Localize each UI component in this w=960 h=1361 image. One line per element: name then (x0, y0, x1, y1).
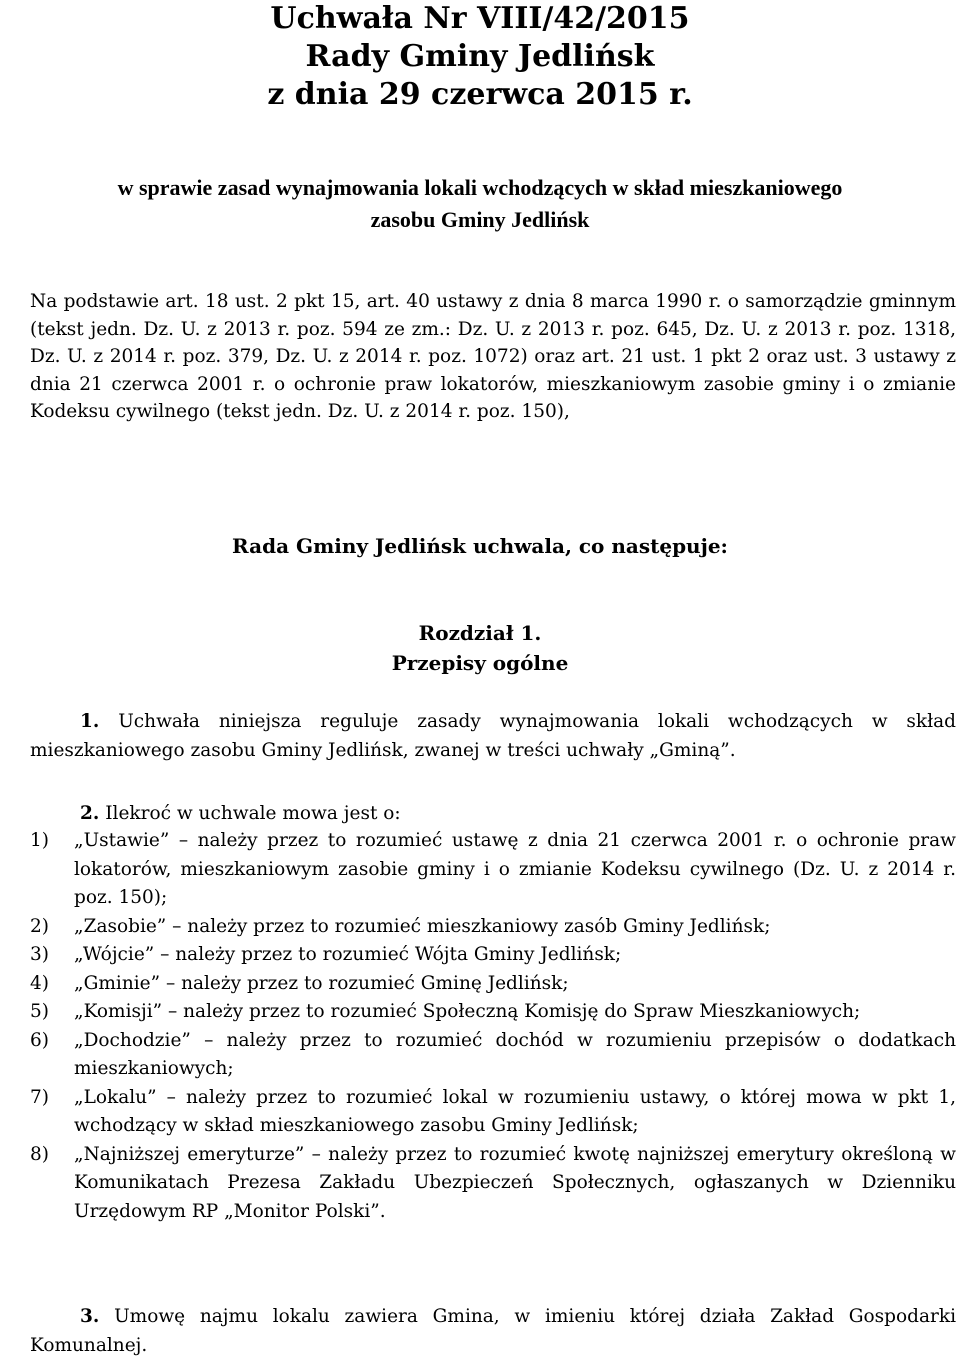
list-item: 7) „Lokalu” – należy przez to rozumieć lokal w rozumieniu ustawy, o której mowa w pkt 1, wchodzący w skład mieszkaniowego zasobu Gminy Jedlińsk; (30, 1086, 956, 1136)
paragraph-1 (30, 708, 956, 765)
paragraph-2-number: 2. (80, 803, 100, 824)
list-item: 3) „Wójcie” – należy przez to rozumieć Wójta Gminy Jedlińsk; (30, 944, 622, 965)
list-item: 6) „Dochodzie” – należy przez to rozumieć dochód w rozumieniu przepisów o dodatkach mieszkaniowych; (30, 1029, 956, 1079)
title-line-1: Uchwała Nr VIII/42/2015 (270, 1, 690, 36)
list-item: 4) „Gminie” – należy przez to rozumieć Gminę Jedlińsk; (30, 972, 569, 994)
chapter-name: Przepisy ogólne (391, 651, 569, 675)
title-line-3: z dnia 29 czerwca 2015 r. (267, 77, 693, 112)
subject-line-2: zasobu Gminy Jedlińsk (370, 207, 590, 232)
legal-basis: Na podstawie art. 18 ust. 2 pkt 15, art. 40 ustawy z dnia 8 marca 1990 r. o samorządzie gminnym (tekst jedn. Dz. U. z 2013 r. poz. 594 ze zm.: Dz. U. z 2013 r. poz. 645, Dz. U. z 2013 r. poz. 1318, Dz. U. z 2014 r. poz. 379, Dz. U. z 2014 r. poz. 1072) oraz art. 21 ust. 1 pkt 2 oraz ust. 3 ustawy z dnia 21 czerwca 2001 r. o ochronie praw lokatorów, mieszkaniowym zasobie gminy i o zmianie Kodeksu cywilnego (tekst jedn. Dz. U. z 2014 r. poz. 150), (30, 291, 956, 422)
paragraph-2-text: Ilekroć w uchwale mowa jest o: (105, 803, 401, 824)
definitions-list (30, 827, 956, 1226)
paragraph-3-number: 3. (80, 1306, 100, 1327)
list-item: 2) „Zasobie” – należy przez to rozumieć mieszkaniowy zasób Gminy Jedlińsk; (30, 915, 771, 937)
subject-line-1: w sprawie zasad wynajmowania lokali wchodzących w skład mieszkaniowego (117, 175, 843, 200)
title-line-2: Rady Gminy Jedlińsk (305, 39, 655, 74)
list-item: 5) „Komisji” – należy przez to rozumieć Społeczną Komisję do Spraw Mieszkaniowych; (30, 1001, 861, 1022)
paragraph-3 (30, 1303, 956, 1360)
chapter-heading (0, 618, 960, 678)
chapter-number: Rozdział 1. (418, 621, 542, 645)
paragraph-1-number: 1. (80, 711, 100, 732)
paragraph-1-text: Uchwała niniejsza reguluje zasady wynajmowania lokali wchodzących w skład mieszkaniowego zasobu Gminy Jedlińsk, zwanej w treści uchwały „Gminą”. (30, 711, 956, 761)
resolving-clause: Rada Gminy Jedlińsk uchwala, co następuje: (232, 534, 728, 558)
resolution-subject (0, 172, 960, 236)
paragraph-2 (30, 800, 956, 829)
list-item: 8) „Najniższej emeryturze” – należy przez to rozumieć kwotę najniższej emerytury określoną w Komunikatach Prezesa Zakładu Ubezpieczeń Społecznych, ogłaszanych w Dzienniku Urzędowym RP „Monitor Polski”. (30, 1143, 956, 1222)
resolution-title (0, 0, 960, 114)
list-item: 1) „Ustawie” – należy przez to rozumieć ustawę z dnia 21 czerwca 2001 r. o ochronie praw lokatorów, mieszkaniowym zasobie gminy i o zmianie Kodeksu cywilnego (Dz. U. z 2014 r. poz. 150); (30, 830, 956, 908)
paragraph-3-text: Umowę najmu lokalu zawiera Gmina, w imieniu której działa Zakład Gospodarki Komunalnej. (30, 1306, 956, 1356)
